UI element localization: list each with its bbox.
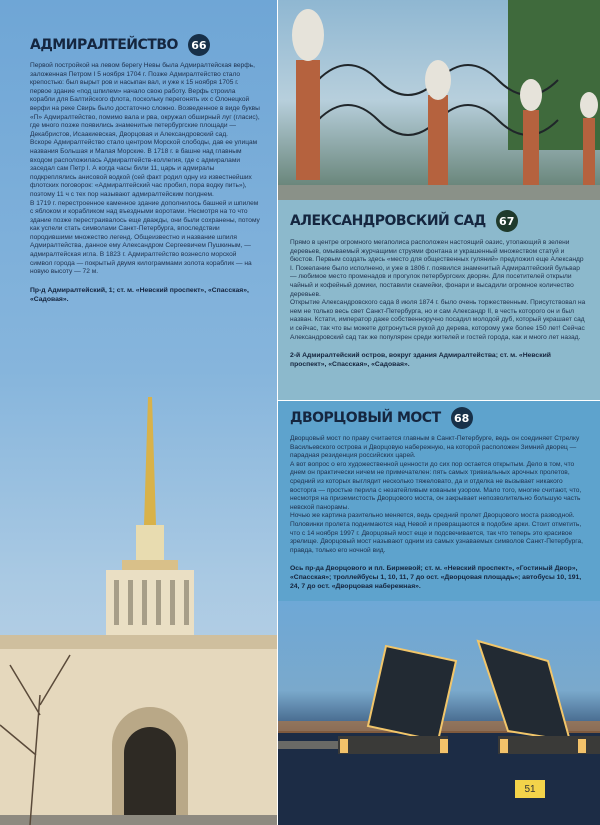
paragraph: Вскоре Адмиралтейство стало центром Морской слободы, дав ее улицам названия Большая и Малая Морские. В 1718 г. в башне над главным входом расположилась Адмиралтейств-коллегия, где с адмиралами заседал сам Петр I. А когда часы били 11, царь и адмиралы подкреплялись анисовой водкой (сей факт родил одну из известнейших флотских поговорок: «Адмиралтейский час пробил, пора водку пить»), поэтому 11 ч с тех пор называют адмиралтейским полднем. bbox=[30, 139, 258, 198]
paragraph: Первой постройкой на левом берегу Невы была Адмиралтейская верфь, заложенная Петром I 5 ноября 1704 г. Позже Адмиралтейство стало крепостью: был вырыт ров и насыпан вал, и уже к 15 ноября 1705 г. первое здание «под шпилем» начало свою работу. Верфь строила корабли для Балтийского флота, поскольку перегонять их с Олонецкой верфи на реке Свирь было достаточно сложно. Возведенное в виде буквы «П» Адмиралтейство, помимо вала и рва, окружал обширный луг (гласис), где много позже появились знаменитые петербургские площади — Декабристов, Исаакиевская, Дворцовая и Александровский сад. bbox=[30, 62, 260, 138]
fence-photo bbox=[278, 0, 600, 200]
alexander-garden-panel bbox=[278, 200, 600, 400]
section-title: АДМИРАЛТЕЙСТВО 66 bbox=[30, 34, 260, 56]
paragraph: Прямо в центре огромного мегаполиса расположен настоящий оазис, утопающий в зелени деревьев, омываемый журчащими струями фонтана и украшенный множеством статуй и бюстов. Первым создать здесь «место для общественных гуляний» предложил еще Александр I. Пожелание было исполнено, и уже в 1806 г. появился знаменитый Адмиралтейский бульвар — любимое место променадов и прогулок петербургских дворян. Для посетителей открыли чайный и кофейный домики, поставили скамейки, фонари и высадили огромное количество деревьев. bbox=[290, 239, 584, 298]
section-admiralty bbox=[20, 34, 270, 304]
section-title: АЛЕКСАНДРОВСКИЙ САД 67 bbox=[290, 210, 588, 232]
paragraph: В 1719 г. перестроенное каменное здание дополнилось башней и шпилем с яблоком и корабликом над въездными воротами. Несмотря на то что здание позже перестраивалось еще дважды, они были сохранены, потому как успели стать символами Санкт-Петербурга, впоследствии породившими множество легенд. Общеизвестно и название шпиля Адмиралтейства, данное ему Александром Сергеевичем Пушкиным, — адмиралтейская игла. В 1823 г. Адмиралтейство вознесло морской символ города — покрытый двумя килограммами золота кораблик — на новую высоту — 72 м. bbox=[30, 199, 260, 276]
section-title: ДВОРЦОВЫЙ МОСТ 68 bbox=[290, 407, 588, 429]
section-palace-bridge bbox=[280, 407, 598, 591]
section-alexander-garden bbox=[280, 210, 598, 369]
address: 2-й Адмиралтейский остров, вокруг здания Адмиралтейства; ст. м. «Невский проспект», «Спасская», «Садовая». bbox=[290, 352, 551, 369]
page-number: 51 bbox=[515, 780, 545, 798]
section-number-badge: 66 bbox=[188, 34, 210, 56]
raised-bridge bbox=[278, 601, 600, 825]
paragraph: Ночью же картина разительно меняется, ведь средний пролет Дворцового моста разводной. Половинки пролета поднимаются над Невой и превращаются в подобие арки. Стоит отметить, что с 14 ноября 1997 г. Дворцовый мост еще и подсвечивается, так что теперь это красивое зрелище. Дворцовый мост называют одним из самых узнаваемых символов Санкт-Петербурга, правда, только его ночной вид. bbox=[290, 512, 584, 554]
admiralty-building-photo bbox=[0, 375, 277, 825]
paragraph: Дворцовый мост по праву считается главным в Санкт-Петербурге, ведь он соединяет Стрелку Васильевского острова и Дворцовую набережную, на которой расположен Зимний дворец — парадная резиденция российских царей. bbox=[290, 435, 580, 460]
paragraph: Открытие Александровского сада 8 июля 1874 г. было очень торжественным. Присутствовал на нем не только весь свет Санкт-Петербурга, но и сам Александр II, в честь которого он и был назван. Кстати, император даже собственноручно посадил молодой дуб, который украшает сад и сейчас, так что вы можете дотронуться рукой до дерева, которому уже более 150 лет! Сейчас Александровский сад так же популярен среди жителей и гостей города, как и много лет назад. bbox=[290, 299, 586, 341]
summer-garden-fence bbox=[278, 0, 600, 200]
palace-bridge-panel bbox=[278, 401, 600, 601]
palace-bridge-night-photo bbox=[278, 601, 600, 825]
section-number-badge: 68 bbox=[451, 407, 473, 429]
paragraph: А вот вопрос о его художественной ценности до сих пор остается открытым. Дело в том, что днем он практически ничем не примечателен: пять самых тривиальных арочных пролетов, средний из которых выглядит несколько тяжеловато, да и отделка не вызывает никакого восторга — простые перила с незатейливым кованым узором. Мало того, многие считают, что, несмотря на приземистость Дворцового моста, он закрывает непозволительно большую часть невской панорамы. bbox=[290, 460, 582, 511]
address: Пр-д Адмиралтейский, 1; ст. м. «Невский проспект», «Спасская», «Садовая». bbox=[30, 286, 249, 303]
admiralty-panel bbox=[0, 0, 277, 825]
address: Ось пр-да Дворцового и пл. Биржевой; ст. м. «Невский проспект», «Гостиный Двор», «Спасская»; троллейбусы 1, 10, 11, 7 до ост. «Дворцовая площадь»; автобусы 10, 191, 24, 7 до ост. «Дворцовая набережная». bbox=[290, 565, 582, 591]
section-number-badge: 67 bbox=[496, 210, 518, 232]
